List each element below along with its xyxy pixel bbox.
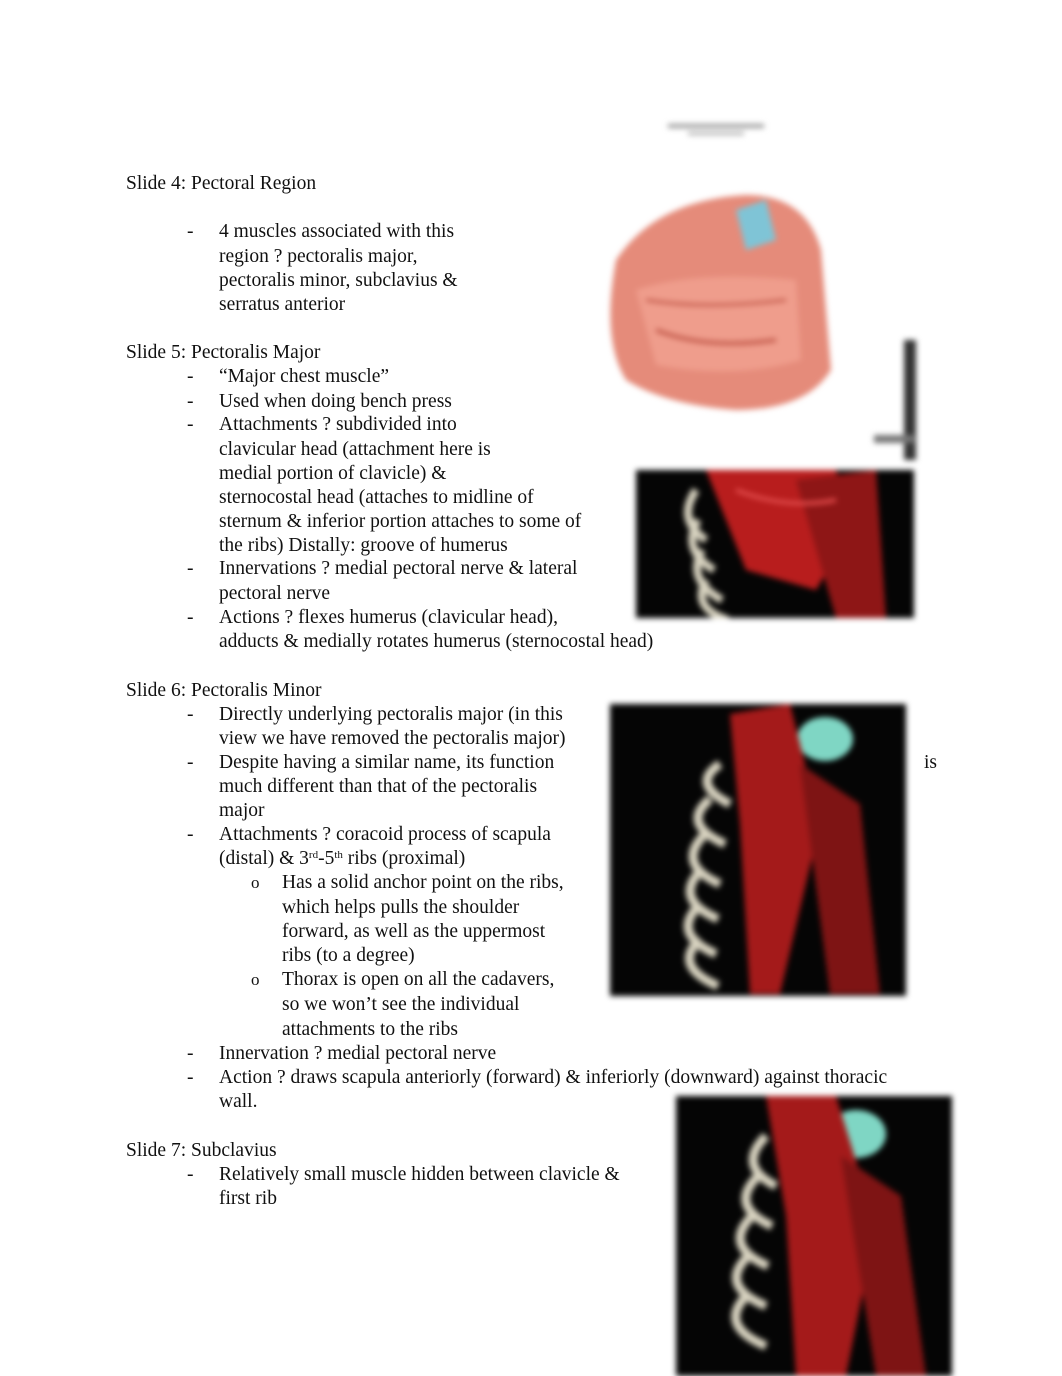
slide5-bullet-line: medial portion of clavicle) &: [219, 463, 447, 484]
bullet-dash: -: [187, 752, 194, 773]
slide5-bullet-line: adducts & medially rotates humerus (sternocostal head): [219, 631, 654, 652]
slide6-bullet-line: Action ? draws scapula anteriorly (forward) & inferiorly (downward) against thoracic: [219, 1067, 888, 1088]
slide6-subpoint-line: Thorax is open on all the cadavers,: [282, 969, 555, 990]
slide6-bullet-line: Attachments ? coracoid process of scapula: [219, 824, 551, 845]
slide6-subpoint-line: ribs (to a degree): [282, 945, 415, 966]
slide6-bullet-line: view we have removed the pectoralis major): [219, 728, 566, 749]
slide6-subpoint-line: forward, as well as the uppermost: [282, 921, 546, 942]
sub-bullet-marker: o: [251, 970, 260, 989]
slide5-bullet-line: “Major chest muscle”: [219, 366, 390, 387]
slide5-bullet-line: Actions ? flexes humerus (clavicular head),: [219, 607, 558, 628]
slide5-bullet-line: Used when doing bench press: [219, 391, 452, 412]
bullet-dash: -: [187, 1067, 194, 1088]
slide5-bullet-line: Innervations ? medial pectoral nerve & lateral: [219, 558, 578, 579]
sub-bullet-marker: o: [251, 873, 260, 892]
slide5-bullet-line: pectoral nerve: [219, 583, 330, 604]
slide4-bullet-line: 4 muscles associated with this: [219, 221, 455, 242]
bullet-dash: -: [187, 824, 194, 845]
slide6-function-tail: is: [924, 752, 938, 773]
slide6-bullet-line: major: [219, 800, 265, 821]
bullet-dash: -: [187, 558, 194, 579]
slide5-bullet-line: clavicular head (attachment here is: [219, 439, 491, 460]
bullet-dash: -: [187, 1043, 194, 1064]
slide6-bullet-line: Directly underlying pectoralis major (in this: [219, 704, 563, 725]
slide5-bullet-line: sternocostal head (attaches to midline of: [219, 487, 534, 508]
bullet-dash: -: [187, 414, 194, 435]
slide6-heading: Slide 6: Pectoralis Minor: [126, 680, 322, 701]
pectoral-region-illustration: [596, 180, 926, 460]
slide7-bullet-line: Relatively small muscle hidden between clavicle &: [219, 1164, 620, 1185]
slide5-bullet-line: the ribs) Distally: groove of humerus: [219, 535, 508, 556]
slide4-bullet-line: serratus anterior: [219, 294, 346, 315]
bullet-dash: -: [187, 1164, 194, 1185]
bullet-dash: -: [187, 704, 194, 725]
slide6-subpoint-line: which helps pulls the shoulder: [282, 897, 520, 918]
slide6-subpoint-line: Has a solid anchor point on the ribs,: [282, 872, 564, 893]
slide5-heading: Slide 5: Pectoralis Major: [126, 342, 321, 363]
pectoralis-major-3d: [636, 470, 914, 618]
bullet-dash: -: [187, 366, 194, 387]
slide7-bullet-line: first rib: [219, 1188, 277, 1209]
slide6-subpoint-line: so we won’t see the individual: [282, 994, 520, 1015]
slide6-bullet-line: Despite having a similar name, its function: [219, 752, 555, 773]
bullet-dash: -: [187, 391, 194, 412]
slide6-attachments-line2: (distal) & 3rd-5th ribs (proximal): [219, 848, 466, 869]
slide5-bullet-line: sternum & inferior portion attaches to some of: [219, 511, 582, 532]
slide6-bullet-line: Innervation ? medial pectoral nerve: [219, 1043, 497, 1064]
slide6-subpoint-line: attachments to the ribs: [282, 1019, 458, 1040]
slide6-bullet-line: wall.: [219, 1091, 258, 1112]
slide5-bullet-line: Attachments ? subdivided into: [219, 414, 457, 435]
bullet-dash: -: [187, 221, 194, 242]
pectoralis-minor-3d: [610, 704, 906, 996]
slide4-bullet-line: region ? pectoralis major,: [219, 246, 418, 267]
slide4-heading: Slide 4: Pectoral Region: [126, 173, 317, 194]
slide7-heading: Slide 7: Subclavius: [126, 1140, 277, 1161]
slide4-bullet-line: pectoralis minor, subclavius &: [219, 270, 458, 291]
subclavius-3d: [676, 1096, 952, 1376]
figure-caption-smudge: [660, 120, 770, 142]
bullet-dash: -: [187, 607, 194, 628]
slide6-bullet-line: much different than that of the pectoralis: [219, 776, 538, 797]
